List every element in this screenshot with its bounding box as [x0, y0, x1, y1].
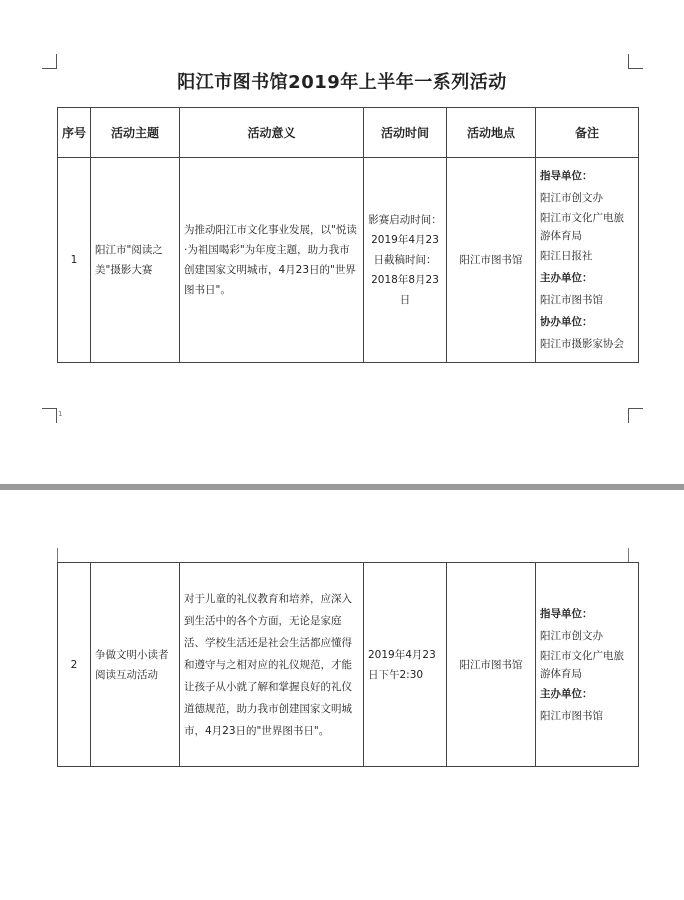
document-page-2: [0, 490, 684, 900]
cell-num: 2: [58, 563, 91, 767]
page-corner-mark: [628, 408, 643, 423]
cell-time: 2019年4月23日下午2:30: [364, 563, 447, 767]
activity-table: [57, 107, 639, 363]
document-title: 阳江市图书馆2019年上半年一系列活动: [177, 72, 507, 93]
cell-meaning: 为推动阳江市文化事业发展，以"悦读·为祖国喝彩"为年度主题，助力我市创建国家文明城市，4月23日的"世界图书日"。: [180, 158, 364, 363]
note-host-item: 阳江市图书馆: [540, 294, 603, 306]
header-place: 活动地点: [447, 108, 536, 158]
table-row: [58, 563, 639, 767]
note-guide-label: 指导单位：: [540, 607, 593, 620]
note-guide-item: 阳江市创文办: [540, 192, 603, 204]
note-host-item: 阳江市图书馆: [540, 709, 603, 722]
page-marker: 1: [58, 410, 63, 418]
header-theme: 活动主题: [91, 108, 180, 158]
header-meaning: 活动意义: [180, 108, 364, 158]
table-row: [58, 158, 639, 363]
note-guide-item: 阳江市文化广电旅游体育局: [540, 212, 624, 242]
cell-theme: 争做文明小读者阅读互动活动: [91, 563, 180, 767]
page-corner-mark: [628, 548, 629, 562]
page-corner-mark: [42, 54, 57, 69]
note-guide-label: 指导单位：: [540, 170, 593, 182]
cell-place: 阳江市图书馆: [447, 563, 536, 767]
note-guide-item: 阳江市创文办: [540, 629, 603, 642]
cell-place: 阳江市图书馆: [447, 158, 536, 363]
cell-time: 影赛启动时间：2019年4月23日截稿时间：2018年8月23日: [364, 158, 447, 363]
note-co-item: 阳江市摄影家协会: [540, 338, 624, 350]
note-host-label: 主办单位：: [540, 687, 593, 700]
header-note: 备注: [536, 108, 639, 158]
cell-theme: 阳江市"阅读之美"摄影大赛: [91, 158, 180, 363]
cell-num: 1: [58, 158, 91, 363]
note-co-label: 协办单位：: [540, 316, 593, 328]
page-corner-mark: [42, 408, 57, 423]
page-corner-mark: [628, 54, 643, 69]
header-num: 序号: [58, 108, 91, 158]
table-header-row: [58, 108, 639, 158]
header-time: 活动时间: [364, 108, 447, 158]
cell-note: [536, 563, 639, 767]
page-corner-mark: [57, 548, 58, 562]
cell-note: [536, 158, 639, 363]
note-guide-item: 阳江日报社: [540, 250, 593, 262]
note-guide-item: 阳江市文化广电旅游体育局: [540, 649, 624, 680]
cell-meaning: 对于儿童的礼仪教育和培养，应深入到生活中的各个方面，无论是家庭活、学校生活还是社会生活都应懂得和遵守与之相对应的礼仪规范，才能让孩子从小就了解和掌握良好的礼仪道德规范，助力我市创建国家文明城市，4月23日的"世界图书日"。: [180, 563, 364, 767]
note-host-label: 主办单位：: [540, 272, 593, 284]
activity-table-continued: [57, 562, 639, 767]
